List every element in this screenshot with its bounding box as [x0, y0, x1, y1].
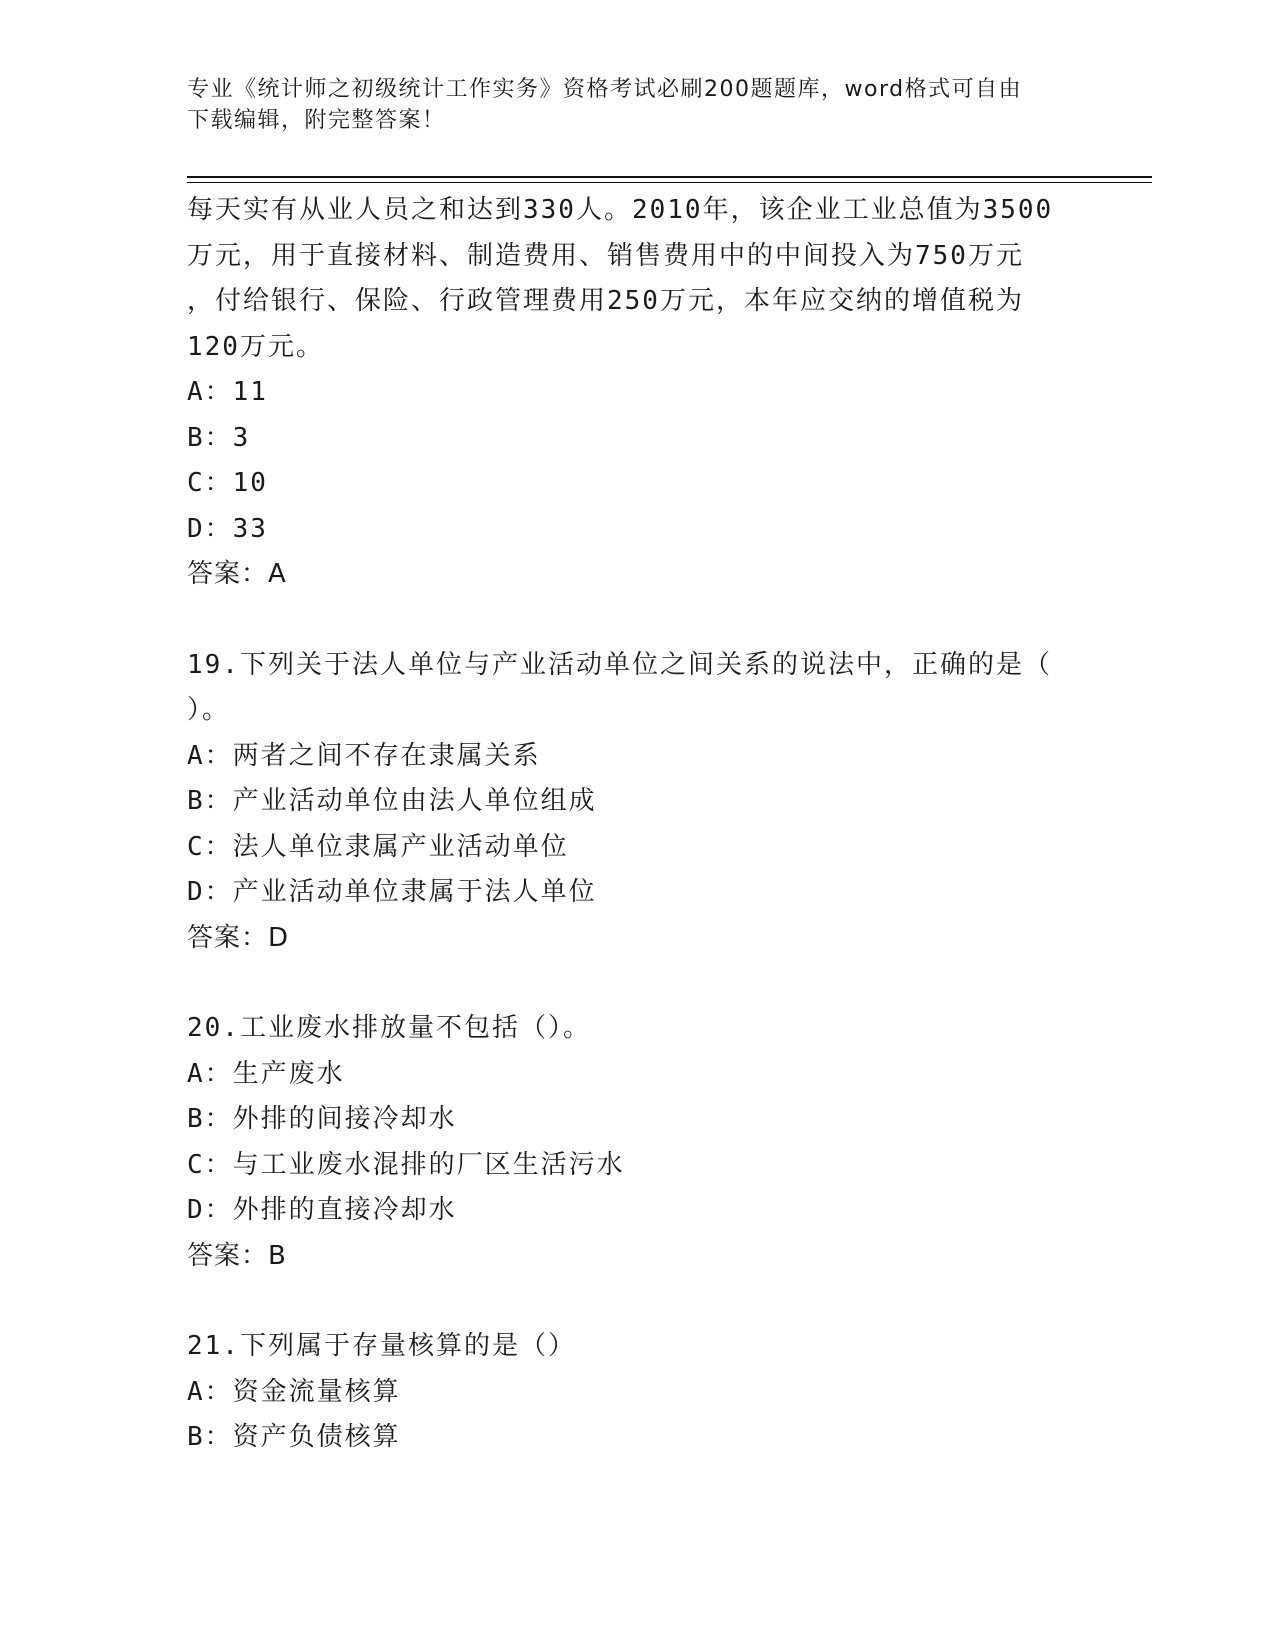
option-a: A：两者之间不存在隶属关系: [187, 740, 541, 771]
question-stem-line: 20.工业废水排放量不包括（）。: [187, 1013, 591, 1043]
question-stem-line: 万元，用于直接材料、制造费用、销售费用中的中间投入为750万元: [187, 240, 1024, 271]
option-d: D：33: [187, 513, 268, 544]
header-divider-thick: [187, 176, 1152, 178]
question-stem-line: 19.下列关于法人单位与产业活动单位之间关系的说法中，正确的是（: [187, 649, 1052, 680]
document-header: [187, 74, 1087, 136]
option-d: D：产业活动单位隶属于法人单位: [187, 877, 597, 907]
option-b: B：产业活动单位由法人单位组成: [187, 786, 597, 816]
option-b: B：外排的间接冷却水: [187, 1104, 457, 1134]
question-18: [187, 188, 1087, 598]
header-title-line-2: 下载编辑，附完整答案！: [187, 108, 446, 133]
question-20: [187, 1006, 1087, 1279]
option-c: C：10: [187, 468, 268, 498]
option-c: C：法人单位隶属产业活动单位: [187, 831, 569, 862]
question-stem-line: 每天实有从业人员之和达到330人。2010年，该企业工业总值为3500: [187, 195, 1054, 225]
question-stem-line: 21.下列属于存量核算的是（）: [187, 1331, 576, 1361]
option-b: B：3: [187, 422, 251, 453]
document-body: [187, 188, 1087, 1461]
option-a: A：11: [187, 377, 268, 407]
question-stem-line: ，付给银行、保险、行政管理费用250万元，本年应交纳的增值税为: [187, 286, 1024, 316]
option-a: A：生产废水: [187, 1058, 345, 1089]
option-a: A：资金流量核算: [187, 1376, 401, 1407]
question-19: [187, 643, 1087, 962]
option-c: C：与工业废水混排的厂区生活污水: [187, 1149, 625, 1180]
question-21: [187, 1324, 1087, 1461]
answer-line: 答案：A: [187, 559, 287, 589]
header-title-line-1: 专业《统计师之初级统计工作实务》资格考试必刷200题题库，word格式可自由: [187, 77, 1023, 102]
answer-line: 答案：D: [187, 922, 290, 953]
question-stem-line: 120万元。: [187, 331, 324, 362]
answer-line: 答案：B: [187, 1240, 287, 1271]
question-stem-line: ）。: [187, 695, 231, 725]
option-b: B：资产负债核算: [187, 1422, 401, 1452]
option-d: D：外排的直接冷却水: [187, 1195, 457, 1225]
header-divider-thin: [187, 182, 1152, 183]
